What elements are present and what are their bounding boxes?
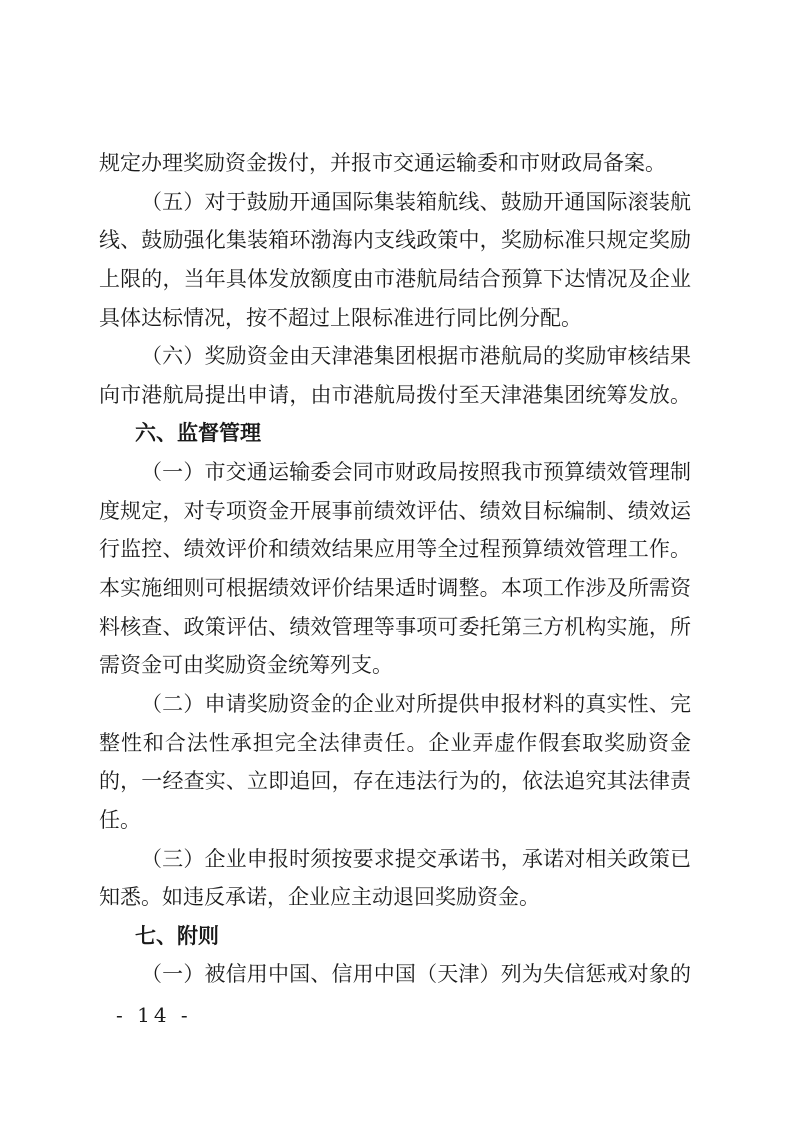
page-number: - 14 -: [116, 1003, 192, 1027]
text-line: 行监控、绩效评价和绩效结果应用等全过程预算绩效管理工作。: [99, 537, 691, 562]
document-body: [99, 144, 691, 994]
text-line: （一）被信用中国、信用中国（天津）列为失信惩戒对象的: [141, 962, 691, 987]
section-heading: 七、附则: [135, 923, 219, 948]
text-line: 知悉。如违反承诺，企业应主动退回奖励资金。: [99, 885, 540, 910]
text-line: 整性和合法性承担完全法律责任。企业弄虚作假套取奖励资金: [99, 730, 691, 755]
text-line: （五）对于鼓励开通国际集装箱航线、鼓励开通国际滚装航: [141, 189, 691, 214]
text-line: 线、鼓励强化集装箱环渤海内支线政策中，奖励标准只规定奖励: [99, 228, 691, 253]
text-line: 本实施细则可根据绩效评价结果适时调整。本项工作涉及所需资: [99, 576, 691, 601]
text-line: （一）市交通运输委会同市财政局按照我市预算绩效管理制: [141, 460, 691, 485]
text-line: 度规定，对专项资金开展事前绩效评估、绩效目标编制、绩效运: [99, 498, 691, 523]
text-line: （二）申请奖励资金的企业对所提供申报材料的真实性、完: [141, 691, 691, 716]
text-line: 具体达标情况，按不超过上限标准进行同比例分配。: [99, 305, 582, 330]
text-line: （三）企业申报时须按要求提交承诺书，承诺对相关政策已: [141, 846, 691, 871]
text-line: 任。: [99, 807, 141, 832]
section-heading: 六、监督管理: [135, 421, 261, 446]
text-line: 上限的，当年具体发放额度由市港航局结合预算下达情况及企业: [99, 266, 691, 291]
text-line: （六）奖励资金由天津港集团根据市港航局的奖励审核结果: [141, 344, 691, 369]
text-line: 规定办理奖励资金拨付，并报市交通运输委和市财政局备案。: [99, 151, 666, 175]
text-line: 向市港航局提出申请，由市港航局拨付至天津港集团统筹发放。: [99, 382, 691, 407]
text-line: 料核查、政策评估、绩效管理等事项可委托第三方机构实施，所: [99, 614, 691, 639]
text-line: 需资金可由奖励资金统筹列支。: [99, 653, 393, 678]
text-line: 的，一经查实、立即追回，存在违法行为的，依法追究其法律责: [99, 769, 691, 794]
